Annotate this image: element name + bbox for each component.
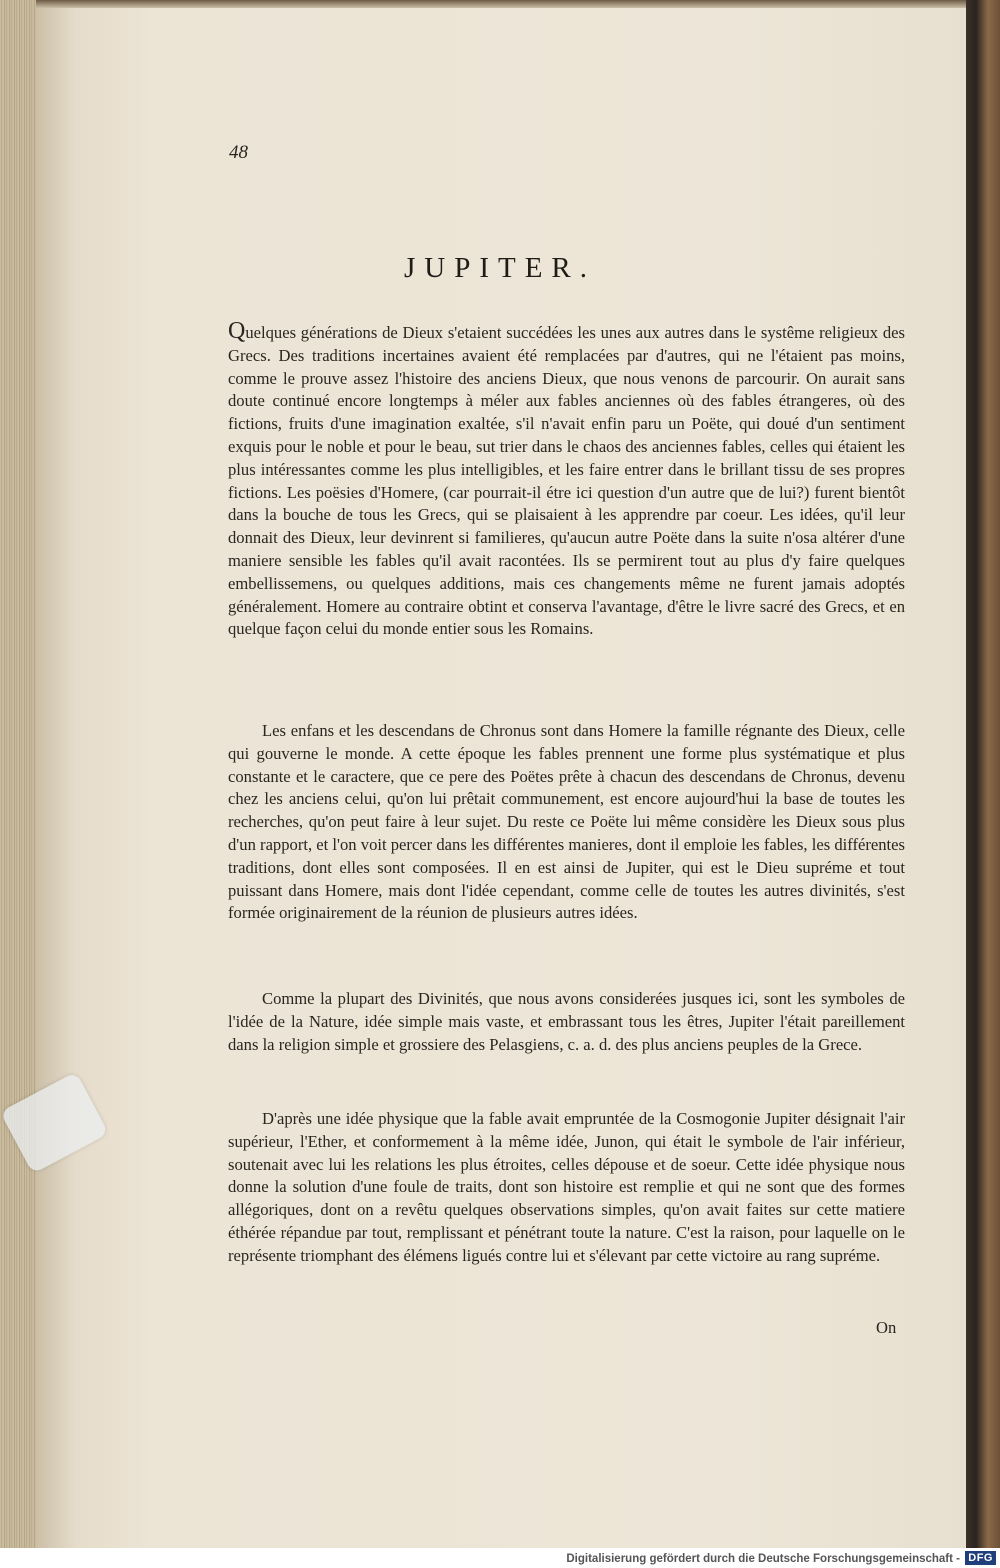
footer-bar [0, 1548, 1000, 1568]
paragraph-3 [228, 988, 905, 1056]
initial-letter: Q [228, 318, 246, 344]
book-cover-edge [966, 0, 1000, 1548]
funding-notice: Digitalisierung gefördert durch die Deutsche Forschungsgemeinschaft - [566, 1553, 960, 1565]
paragraph-4 [228, 1108, 905, 1268]
page-number: 48 [229, 142, 248, 163]
paragraph-4-text: D'après une idée physique que la fable avait empruntée de la Cosmogonie Jupiter désignait l'air supérieur, l'Ether, et conformement à la même idée, Junon, qui était le symbole de l'air inférieur, soutenait avec lui les relations les plus étroites, celles dépouse et de soeur. Cette idée physique nous donne la solution d'une foule de traits, dont son histoire est remplie et qui ne sont que des formes allégoriques, dont on a revêtu quelques observations simples, qu'on avait faites sur cette matiere éthérée répandue par tout, remplissant et pénétrant toute la nature. C'est la raison, pour laquelle on le représente triomphant des élémens ligués contre lui et s'élevant par cette victoire au rang supréme. [228, 1109, 905, 1265]
paragraph-2 [228, 720, 905, 925]
paragraph-1 [228, 320, 905, 641]
paragraph-1-text: uelques générations de Dieux s'etaient succédées les unes aux autres dans le systême religieux des Grecs. Des traditions incertaines avaient été remplacées par d'autres, qui ne l'étaient pas moins, comme le prouve assez l'histoire des anciens Dieux, que nous venons de parcourir. On aurait sans doute continué encore longtemps à méler aux fables anciennes où des fables étrangeres, où des fictions, fruits d'une imagination exaltée, s'il n'avait enfin paru un Poëte, qui doué d'un sentiment exquis pour le noble et pour le beau, sut trier dans le chaos des anciennes fables, celles qui étaient les plus intéressantes comme les plus intelligibles, et les faire entrer dans le brillant tissu de ses propres fictions. Les poësies d'Homere, (car pourrait-il étre ici question d'un autre que de lui?) furent bientôt dans la bouche de tous les Grecs, qui se plaisaient à les apprendre par coeur. Les idées, qu'il leur donnait des Dieux, leur devinrent si familieres, qu'aucun autre Poëte dans la suite n'osa altérer d'une maniere sensible les fables qu'il avait racontées. Ils se permirent tout au plus d'y faire quelques embellissemens, ou quelques additions, mais ces changements même ne furent jamais adoptés généralement. Homere au contraire obtint et conserva l'avantage, d'être le livre sacré des Grecs, et en quelque façon celui du monde entier sous les Romains. [228, 323, 905, 639]
paragraph-3-text: Comme la plupart des Divinités, que nous avons considerées jusques ici, sont les symboles de l'idée de la Nature, idée simple mais vaste, et embrassant tous les êtres, Jupiter l'était pareillement dans la religion simple et grossiere des Pelasgiens, c. a. d. des plus anciens peuples de la Grece. [228, 989, 905, 1054]
catchword: On [876, 1318, 897, 1337]
page-heading: JUPITER. [403, 252, 597, 284]
book-edge [0, 0, 38, 1548]
paragraph-2-text: Les enfans et les descendans de Chronus sont dans Homere la famille régnante des Dieux, celle qui gouverne le monde. A cette époque les fables prennent une forme plus systématique et plus constante et le caractere, que ce pere des Poëtes prête à chacun des descendans de Chronus, devenu chez les anciens celui, qu'on lui prêtait communement, est encore aujourd'hui la base de toutes les recherches, qu'on peut faire à leur sujet. Du reste ce Poëte lui même considère les Dieux sous plus d'un rapport, et l'on voit percer dans les différentes manieres, dont il emploie les fables, les différentes traditions, dont elles sont composées. Il en est ainsi de Jupiter, qui est le Dieu supréme et tout puissant dans Homere, mais dont l'idée cependant, comme celle de toutes les autres divinités, s'est formée originairement de la réunion de plusieurs autres idées. [228, 721, 905, 923]
top-cover-strip [36, 0, 966, 8]
dfg-logo-icon: DFG [965, 1551, 996, 1565]
